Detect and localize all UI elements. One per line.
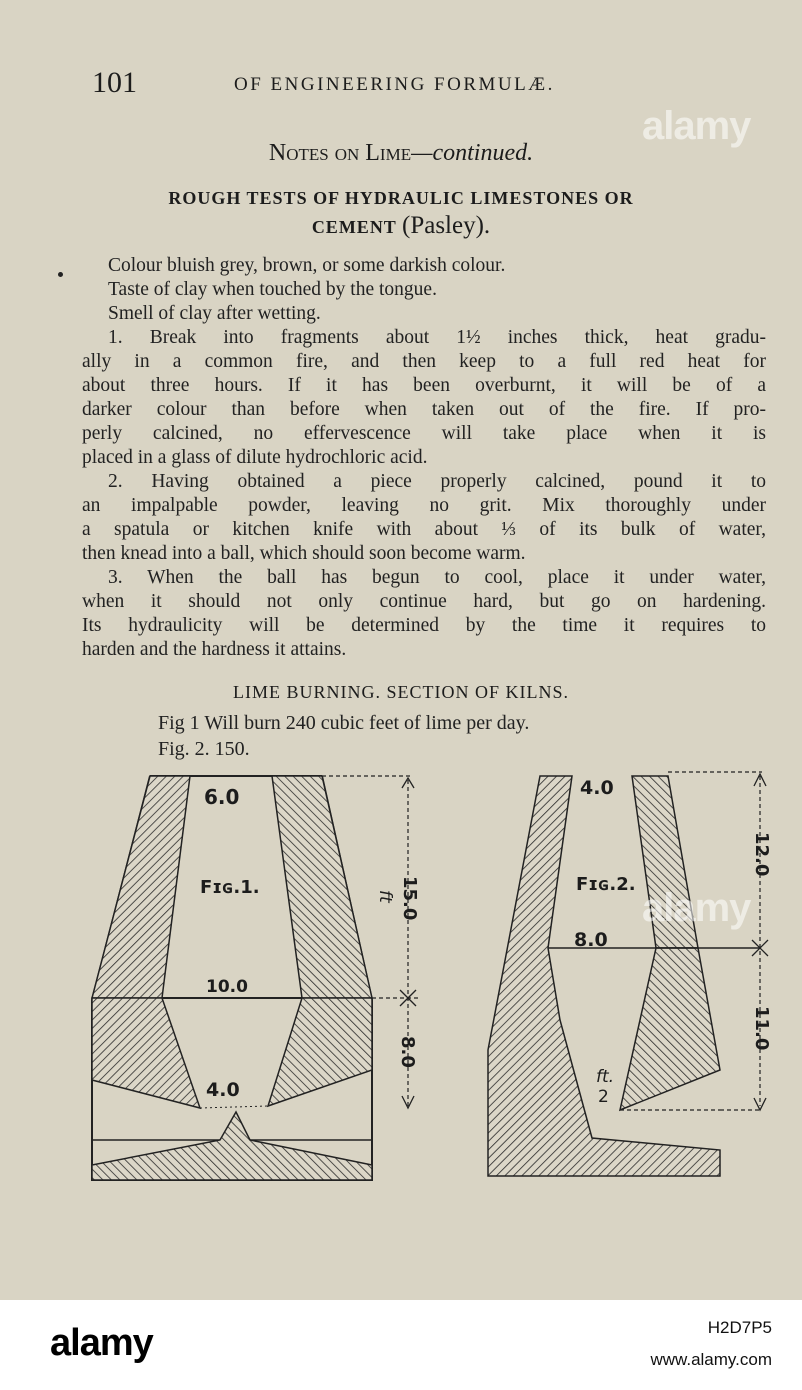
- subheading-line-1: ROUGH TESTS OF HYDRAULIC LIMESTONES OR: [168, 188, 634, 208]
- body-line: harden and the hardness it attains.: [82, 639, 347, 660]
- fig2-lower-height: 11.0: [751, 1006, 772, 1051]
- fig1-bottom-width: 4.0: [206, 1079, 240, 1101]
- fig1-top-width: 6.0: [204, 785, 240, 809]
- fig1-lower-height: 8.0: [397, 1036, 418, 1068]
- kiln2-right-lower-wall: [620, 948, 720, 1110]
- body-line: then knead into a ball, which should soon become warm.: [82, 543, 526, 564]
- body-line: 2. Having obtained a piece properly calcined, pound it to: [108, 471, 766, 492]
- kiln-figure-2: [488, 772, 768, 1176]
- kiln-figure-1: [92, 776, 420, 1180]
- left-upper-wall: [92, 776, 190, 998]
- body-line: a spatula or kitchen knife with about ⅓ of its bulk of water,: [82, 519, 766, 540]
- body-line: ally in a common fire, and then keep to a full red heat for: [82, 351, 766, 372]
- fig2-bottom-unit: ft.: [596, 1067, 615, 1087]
- body-line: darker colour than before when taken out of the fire. If pro-: [82, 399, 766, 420]
- fig1-height-unit: ft: [375, 890, 395, 903]
- fig2-mid-width: 8.0: [574, 929, 608, 951]
- brand-logo: alamy: [50, 1322, 153, 1364]
- section-title-italic: —continued.: [411, 140, 534, 166]
- section-title-main: Notes on Lime: [268, 140, 412, 166]
- fig2-bottom-width: 2: [598, 1087, 609, 1107]
- body-line: Taste of clay when touched by the tongue.: [108, 279, 437, 300]
- watermark: alamy: [642, 104, 751, 148]
- body-line: when it should not only continue hard, but go on hardening.: [82, 591, 766, 612]
- body-line: Smell of clay after wetting.: [108, 303, 321, 324]
- section2-title: LIME BURNING. SECTION OF KILNS.: [233, 682, 569, 702]
- fig1-upper-height: 15.0: [399, 876, 420, 921]
- subheading-cement: CEMENT: [311, 217, 397, 237]
- kiln-floor-1: [92, 1112, 372, 1180]
- body-line: an impalpable powder, leaving no grit. Mix thoroughly under: [82, 495, 766, 516]
- right-lower-wall: [268, 998, 372, 1106]
- right-upper-wall: [272, 776, 372, 998]
- running-title: OF ENGINEERING FORMULÆ.: [234, 74, 555, 95]
- figure-caption-1: Fig 1 Will burn 240 cubic feet of lime per day.: [158, 712, 530, 734]
- fig2-label: Fɪɢ.2.: [576, 874, 636, 895]
- watermark: alamy: [642, 886, 751, 930]
- page-number: 101: [92, 66, 137, 99]
- subheading-author: (Pasley).: [402, 212, 491, 239]
- body-line: 1. Break into fragments about 1½ inches thick, heat gradu-: [108, 327, 766, 348]
- site-url[interactable]: www.alamy.com: [650, 1350, 772, 1369]
- body-line: Its hydraulicity will be determined by the time it requires to: [82, 615, 766, 636]
- figure-caption-2: Fig. 2. 150.: [158, 738, 250, 760]
- body-line: about three hours. If it has been overburnt, it will be of a: [82, 375, 766, 396]
- fig2-upper-height: 12.0: [751, 832, 772, 877]
- fig1-label: Fɪɢ.1.: [200, 877, 260, 898]
- stock-footer: [0, 1300, 802, 1390]
- body-line: Colour bluish grey, brown, or some darkish colour.: [108, 255, 506, 276]
- body-line: placed in a glass of dilute hydrochloric acid.: [82, 447, 428, 468]
- fig1-mid-width: 10.0: [206, 977, 248, 997]
- fig2-top-width: 4.0: [580, 777, 614, 799]
- body-line: perly calcined, no effervescence will take place when it is: [82, 423, 766, 444]
- image-id: H2D7P5: [707, 1318, 772, 1337]
- left-lower-wall: [92, 998, 200, 1108]
- body-line: 3. When the ball has begun to cool, place it under water,: [108, 567, 766, 588]
